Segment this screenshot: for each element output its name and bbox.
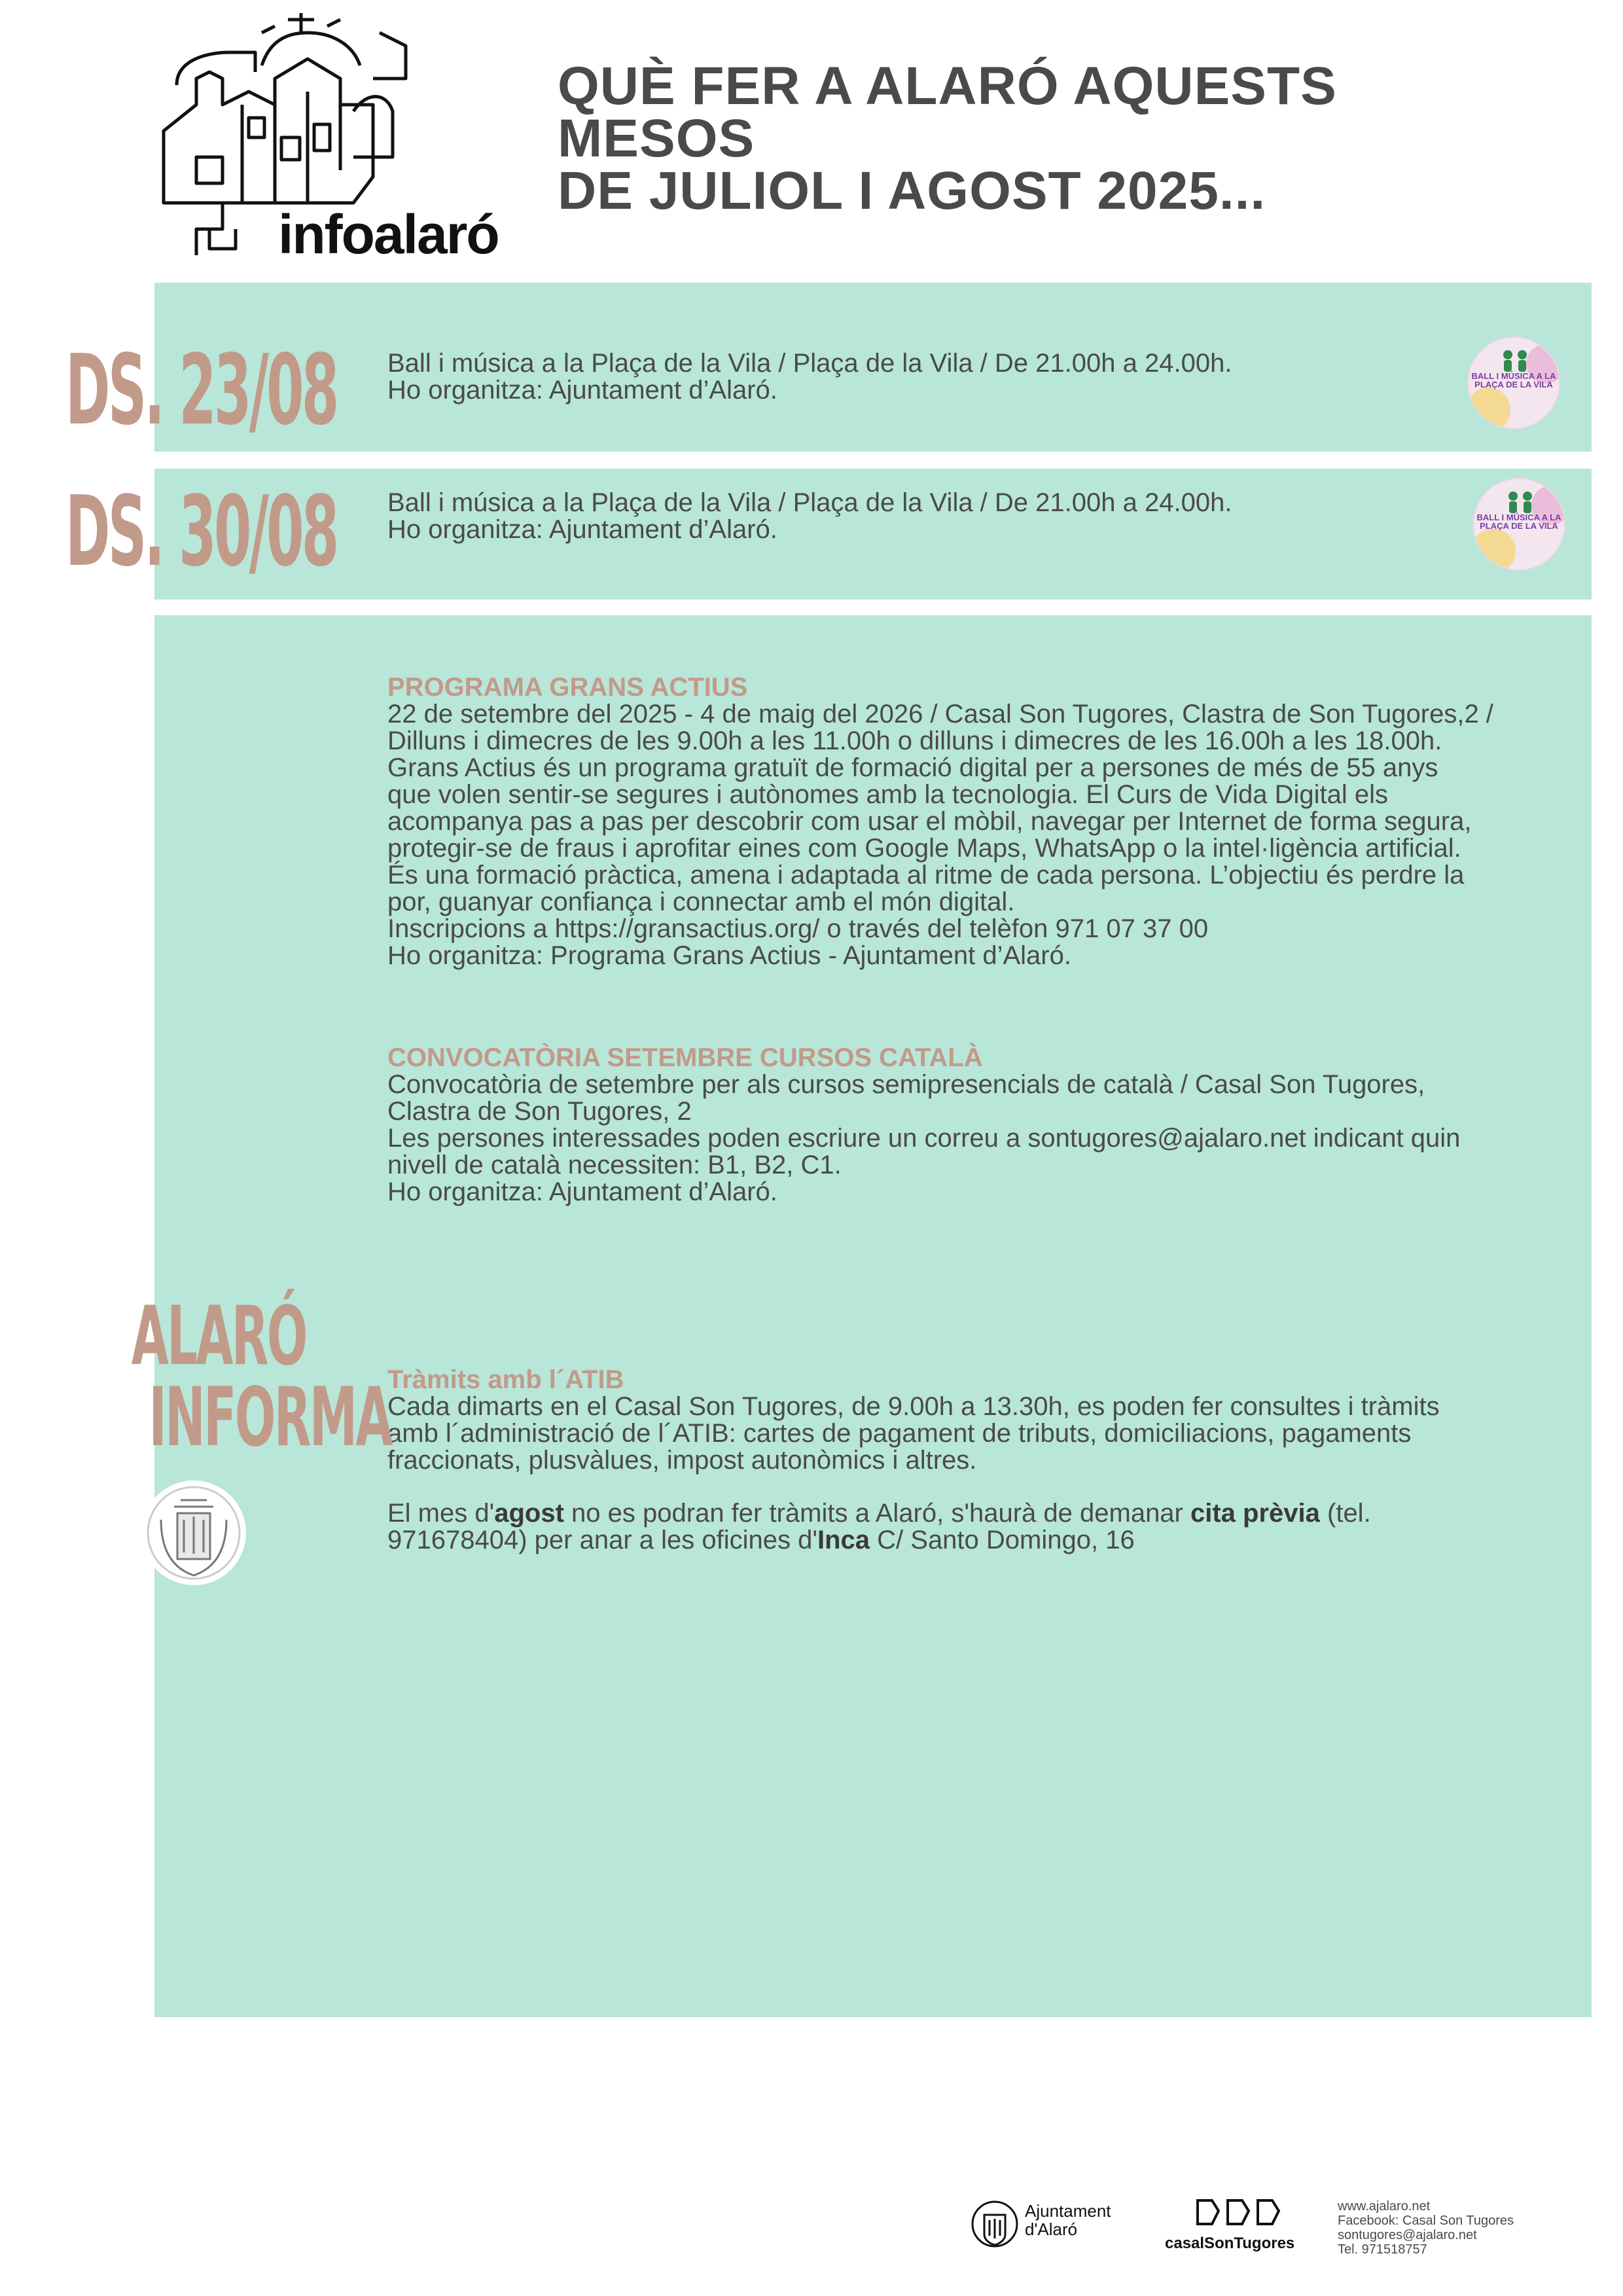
event-description-2 bbox=[387, 490, 1232, 543]
notice-text: 971678404) per anar a les oficines d' bbox=[387, 1526, 817, 1554]
casal-name: casalSonTugores bbox=[1165, 2234, 1295, 2252]
ajuntament-crest-icon bbox=[970, 2197, 1020, 2251]
section-line: fraccionats, plusvàlues, impost autonòmics i altres. bbox=[387, 1446, 977, 1475]
section-line: amb l´administració de l´ATIB: cartes de pagament de tributs, domiciliacions, pagaments bbox=[387, 1419, 1412, 1448]
section-line: por, guanyar confiança i connectar amb el món digital. bbox=[387, 888, 1015, 916]
catala-block bbox=[387, 1045, 1565, 1206]
page-title bbox=[558, 56, 1539, 221]
atib-block bbox=[387, 1367, 1565, 1554]
title-line-2: DE JULIOL I AGOST 2025... bbox=[558, 161, 1266, 221]
infoalaro-logo bbox=[157, 7, 524, 265]
coat-of-arms-icon bbox=[141, 1480, 246, 1585]
section-line: Ho organitza: Ajuntament d’Alaró. bbox=[387, 1177, 777, 1206]
section-line: Les persones interessades poden escriure un correu a sontugores@ajalaro.net indicant quin bbox=[387, 1124, 1461, 1153]
phone-text: Tel. 971518757 bbox=[1338, 2242, 1427, 2257]
ajuntament-logo bbox=[970, 2197, 1140, 2255]
section-title: CONVOCATÒRIA SETEMBRE CURSOS CATALÀ bbox=[387, 1043, 983, 1072]
notice-bold: Inca bbox=[817, 1526, 870, 1554]
section-line: acompanya pas a pas per descobrir com usar el mòbil, navegar per Internet de forma segura, bbox=[387, 807, 1472, 836]
event-date-2: DS. 30/08 bbox=[65, 475, 337, 588]
badge-text: BALL I MÚSICA A LA PLAÇA DE LA VILA bbox=[1476, 512, 1561, 531]
side-title-line-1: ALARÓ bbox=[131, 1289, 306, 1384]
event-organizer: Ho organitza: Ajuntament d’Alaró. bbox=[387, 515, 777, 544]
notice-text: El mes d' bbox=[387, 1499, 495, 1528]
event-organizer: Ho organitza: Ajuntament d’Alaró. bbox=[387, 376, 777, 404]
facebook-text: Facebook: Casal Son Tugores bbox=[1338, 2214, 1514, 2228]
casal-son-tugores-logo bbox=[1165, 2191, 1309, 2257]
section-line: Grans Actius és un programa gratuït de formació digital per a persones de més de 55 anys bbox=[387, 753, 1438, 782]
notice-bold: agost bbox=[494, 1499, 564, 1528]
section-line: Clastra de Son Tugores, 2 bbox=[387, 1097, 692, 1126]
notice-text: C/ Santo Domingo, 16 bbox=[870, 1526, 1135, 1554]
badge-text: BALL I MÚSICA A LA PLAÇA DE LA VILA bbox=[1471, 371, 1556, 389]
section-line: Inscripcions a https://gransactius.org/ o través del telèfon 971 07 37 00 bbox=[387, 914, 1209, 943]
arches-icon bbox=[1191, 2191, 1289, 2231]
ajuntament-line-2: d'Alaró bbox=[1025, 2219, 1078, 2239]
email-link[interactable]: sontugores@ajalaro.net bbox=[1338, 2228, 1477, 2242]
section-line: Cada dimarts en el Casal Son Tugores, de 9.00h a 13.30h, es poden fer consultes i tràmits bbox=[387, 1392, 1440, 1421]
alaro-crest bbox=[141, 1480, 246, 1585]
section-line: Dilluns i dimecres de les 9.00h a les 11.00h o dilluns i dimecres de les 16.00h a les 18.00h. bbox=[387, 726, 1442, 755]
logo-text: infoalaró bbox=[278, 204, 499, 265]
section-line: protegir-se de fraus i aprofitar eines com Google Maps, WhatsApp o la intel·ligència artificial. bbox=[387, 834, 1461, 863]
side-title-line-2: INFORMA bbox=[149, 1371, 391, 1465]
ajuntament-text bbox=[1025, 2202, 1111, 2238]
ajuntament-line-1: Ajuntament bbox=[1025, 2201, 1111, 2221]
title-line-1: QUÈ FER A ALARÓ AQUESTS MESOS bbox=[558, 56, 1337, 168]
event-line: Ball i música a la Plaça de la Vila / Plaça de la Vila / De 21.00h a 24.00h. bbox=[387, 488, 1232, 517]
section-line: Ho organitza: Programa Grans Actius - Ajuntament d’Alaró. bbox=[387, 941, 1071, 970]
section-title: Tràmits amb l´ATIB bbox=[387, 1365, 624, 1394]
website-link[interactable]: www.ajalaro.net bbox=[1338, 2199, 1431, 2214]
event-line: Ball i música a la Plaça de la Vila / Plaça de la Vila / De 21.00h a 24.00h. bbox=[387, 349, 1232, 378]
contact-info bbox=[1338, 2199, 1514, 2257]
ball-musica-badge-2 bbox=[1472, 478, 1565, 571]
section-line: nivell de català necessiten: B1, B2, C1. bbox=[387, 1151, 842, 1179]
grans-actius-block bbox=[387, 674, 1565, 969]
notice-text: no es podran fer tràmits a Alaró, s'haurà de demanar bbox=[563, 1499, 1190, 1528]
section-line: 22 de setembre del 2025 - 4 de maig del 2026 / Casal Son Tugores, Clastra de Son Tugores,2 / bbox=[387, 700, 1493, 728]
atib-notice bbox=[387, 1500, 1565, 1554]
notice-bold: cita prèvia bbox=[1190, 1499, 1320, 1528]
event-date-1: DS. 23/08 bbox=[65, 334, 337, 446]
section-line: Convocatòria de setembre per als cursos semipresencials de català / Casal Son Tugores, bbox=[387, 1070, 1425, 1099]
section-line: És una formació pràctica, amena i adaptada al ritme de cada persona. L’objectiu és perdre la bbox=[387, 861, 1465, 889]
section-title: PROGRAMA GRANS ACTIUS bbox=[387, 673, 748, 702]
notice-text: (tel. bbox=[1319, 1499, 1371, 1528]
ball-musica-badge-1 bbox=[1467, 336, 1560, 429]
alaro-informa-title bbox=[86, 1289, 391, 1465]
event-description-1 bbox=[387, 350, 1232, 404]
section-line: que volen sentir-se segures i autònomes amb la tecnologia. El Curs de Vida Digital els bbox=[387, 780, 1388, 809]
